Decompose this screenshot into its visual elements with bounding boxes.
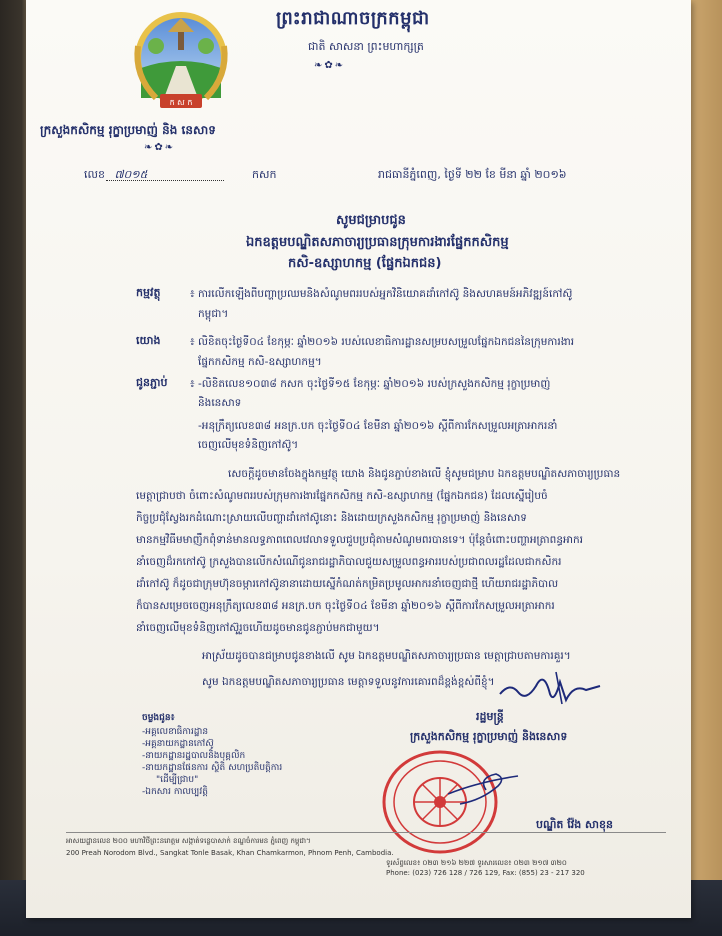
footer-phone-en: Phone: (023) 726 128 / 726 129, Fax: (855) 23 - 217 320 bbox=[386, 869, 585, 877]
letter-page bbox=[26, 0, 691, 918]
letter-date: រាជធានីភ្នំពេញ, ថ្ងៃទី ២២ ខែ មីនា ឆ្នាំ ២០១៦ bbox=[378, 168, 567, 181]
ministry-ornament: ❧✿❧ bbox=[144, 142, 176, 153]
cc-item: -អគ្គនាយកដ្ឋានកៅស៊ូ bbox=[142, 739, 214, 749]
cc-item: -អគ្គលេខាធិការដ្ឋាន bbox=[142, 727, 209, 737]
signatory-name: បណ្ឌិត វ៉ែង សាខុន bbox=[536, 818, 613, 831]
reference-suffix: កសក bbox=[252, 168, 277, 181]
official-seal-icon bbox=[378, 742, 528, 857]
reference-underline bbox=[106, 180, 224, 181]
footer-address-kh: អាសយដ្ឋានលេខ ២០០ មហាវិថីព្រះនរោត្តម សង្កាត់ទន្លេបាសាក់ ខណ្ឌចំការមន ភ្នំពេញ កម្ពុជា។ bbox=[66, 837, 311, 845]
closing-line: សូម ឯកឧត្តមបណ្ឌិតសភាចារ្យប្រធាន មេត្តាទទួលនូវការគោរពដ៏ខ្ពង់ខ្ពស់ពីខ្ញុំ។ bbox=[202, 676, 495, 688]
svg-text:ក ស ក: ក ស ក bbox=[169, 98, 193, 107]
footer-phone-kh: ទូរស័ព្ទលេខ៖ ០២៣ ២១៦ ២២៧ ទូរសារលេខ៖ ០២៣ ២១៧ ៣២០ bbox=[386, 859, 567, 867]
reference-number bbox=[84, 168, 147, 184]
reference-line: ៖ លិខិតចុះថ្ងៃទី០៤ ខែកុម្ភៈ ឆ្នាំ២០១៦ របស់លេខាធិការដ្ឋានសម្របសម្រួលផ្នែកឯកជននៃក្រុមការងារ bbox=[190, 336, 575, 348]
body-line: ក៏បានសម្រេចចេញអនុក្រឹត្យលេខ៣៨ អនក្រ.បក ចុះថ្ងៃទី០៤ ខែមីនា ឆ្នាំ២០១៦ ស្តីពីការកែសម្រួលអត្រាអាករ bbox=[136, 600, 555, 612]
body-line: មេត្តាជ្រាបថា ចំពោះសំណូមពររបស់ក្រុមការងារផ្នែកកសិកម្ម កសិ-ឧស្សាហកម្ម (ផ្នែកឯកជន) ដែលស្នើរៀបចំ bbox=[136, 490, 548, 502]
kingdom-title: ព្រះរាជាណាចក្រកម្ពុជា bbox=[276, 8, 430, 29]
subject-line: កម្ពុជា។ bbox=[198, 308, 229, 320]
body-line: នាំចេញដ៏រកកៅស៊ូ ក្រសួងបានលើកសំណើជូនរាជរដ្ឋាភិបាលជួយសម្រួលពន្ធអាររបស់ប្រជាពលរដ្ឋដែលជាកសិករ bbox=[136, 556, 562, 568]
subject-label: កម្មវត្ថុ bbox=[136, 286, 161, 299]
reference-value: ៧០១៥ bbox=[114, 168, 148, 181]
reference-label: យោង bbox=[136, 334, 161, 347]
header-ornament: ❧✿❧ bbox=[314, 60, 346, 71]
reference-line: ផ្នែកកសិកម្ម កសិ-ឧស្សាហកម្ម។ bbox=[198, 356, 322, 368]
footer-rule bbox=[66, 832, 666, 833]
signatory-ministry: ក្រសួងកសិកម្ម រុក្ខាប្រមាញ់ និងនេសាទ bbox=[410, 730, 568, 743]
subject-line: ៖ ការលើកឡើងពីបញ្ហាប្រឈមនិងសំណូមពររបស់អ្នកវិនិយោគដាំកៅស៊ូ និងសហគមន៍អភិវឌ្ឍន៍កៅស៊ូ bbox=[190, 288, 573, 300]
cc-list bbox=[142, 712, 282, 798]
cc-item: -នាយកដ្ឋានរដ្ឋបាលនិងបុគ្គលិក bbox=[142, 751, 246, 761]
signatory-title: រដ្ឋមន្ត្រី bbox=[476, 710, 504, 723]
attachment-line: ចេញលើមុខទំនិញកៅស៊ូ។ bbox=[198, 439, 299, 451]
ministry-name-header: ក្រសួងកសិកម្ម រុក្ខាប្រមាញ់ និង នេសាទ bbox=[40, 123, 216, 137]
attachment-line: និងនេសាទ bbox=[198, 397, 242, 409]
body-line: មានកម្មវិធីមមាញឹកពុំទាន់មានលទ្ធភាពពេលវេលាទទួលជួបប្រជុំតាមសំណូមពរបានទេ។ ប៉ុន្តែចំពោះបញ្ហាអត្រាពន្ធអាករ bbox=[136, 534, 583, 546]
attachment-line: ៖ -លិខិតលេខ១០៣៨ កសក ចុះថ្ងៃទី១៥ ខែកុម្ភៈ ឆ្នាំ២០១៦ របស់ក្រសួងកសិកម្ម រុក្ខាប្រមាញ់ bbox=[190, 378, 551, 390]
cc-item: -ឯកសារ កាលប្បវត្តិ bbox=[142, 787, 208, 797]
footer-address-en: 200 Preah Norodom Blvd., Sangkat Tonle Basak, Khan Chamkarmon, Phnom Penh, Cambodia. bbox=[66, 849, 394, 857]
body-line: នាំចេញលើមុខទំនិញកៅស៊ូរួចហើយដូចមានជូនភ្ជាប់មកជាមួយ។ bbox=[136, 622, 380, 634]
addressee-title: ឯកឧត្តមបណ្ឌិតសភាចារ្យប្រធានក្រុមការងារផ្នែកកសិកម្ម bbox=[246, 235, 509, 250]
reference-prefix: លេខ bbox=[84, 168, 105, 181]
attachment-label: ជូនភ្ជាប់ bbox=[136, 376, 168, 389]
addressee-intro: សូមជម្រាបជូន bbox=[336, 213, 406, 228]
cc-item: -នាយកដ្ឋានផែនការ ស្ថិតិ សហប្រតិបត្តិការ bbox=[142, 763, 283, 773]
closing-line: អាស្រ័យដូចបានជម្រាបជូនខាងលើ សូម ឯកឧត្តមបណ្ឌិតសភាចារ្យប្រធាន មេត្តាជ្រាបតាមការគួរ។ bbox=[202, 650, 571, 662]
cc-item: "ដើម្បីជ្រាប" bbox=[156, 775, 199, 785]
body-line: សេចក្តីដូចមានចែងក្នុងកម្មវត្ថុ យោង និងជូនភ្ជាប់ខាងលើ ខ្ញុំសូមជម្រាប ឯកឧត្តមបណ្ឌិតសភាចារ្យប្រធាន bbox=[228, 468, 621, 480]
attachment-line: -អនុក្រឹត្យលេខ៣៨ អនក្រ.បក ចុះថ្ងៃទី០៤ ខែមីនា ឆ្នាំ២០១៦ ស្តីពីការកែសម្រួលអត្រាអាករនាំ bbox=[198, 420, 558, 432]
body-line: កិច្ចប្រជុំស្វែងរកដំណោះស្រាយលើបញ្ហាដាំកៅស៊ូនោះ និងដោយក្រសួងកសិកម្ម រុក្ខាប្រមាញ់ និងនេសាទ bbox=[136, 512, 527, 524]
cc-heading: ចម្លងជូន៖ bbox=[142, 713, 175, 723]
addressee-sector: កសិ-ឧស្សាហកម្ម (ផ្នែកឯកជន) bbox=[288, 256, 442, 271]
handwritten-signature-icon bbox=[496, 664, 606, 710]
ministry-emblem-icon bbox=[126, 6, 236, 116]
body-line: ដាំកៅស៊ូ ក៏ដូចជាក្រុមហ៊ុនចម្ការកៅស៊ូនានាដោយស្នើកំណត់កម្រិតប្រមូលអាករនាំចេញជាថ្មី ហើយរាជរដ្ឋាភិបាល bbox=[136, 578, 559, 590]
national-motto: ជាតិ សាសនា ព្រះមហាក្សត្រ bbox=[308, 40, 424, 53]
